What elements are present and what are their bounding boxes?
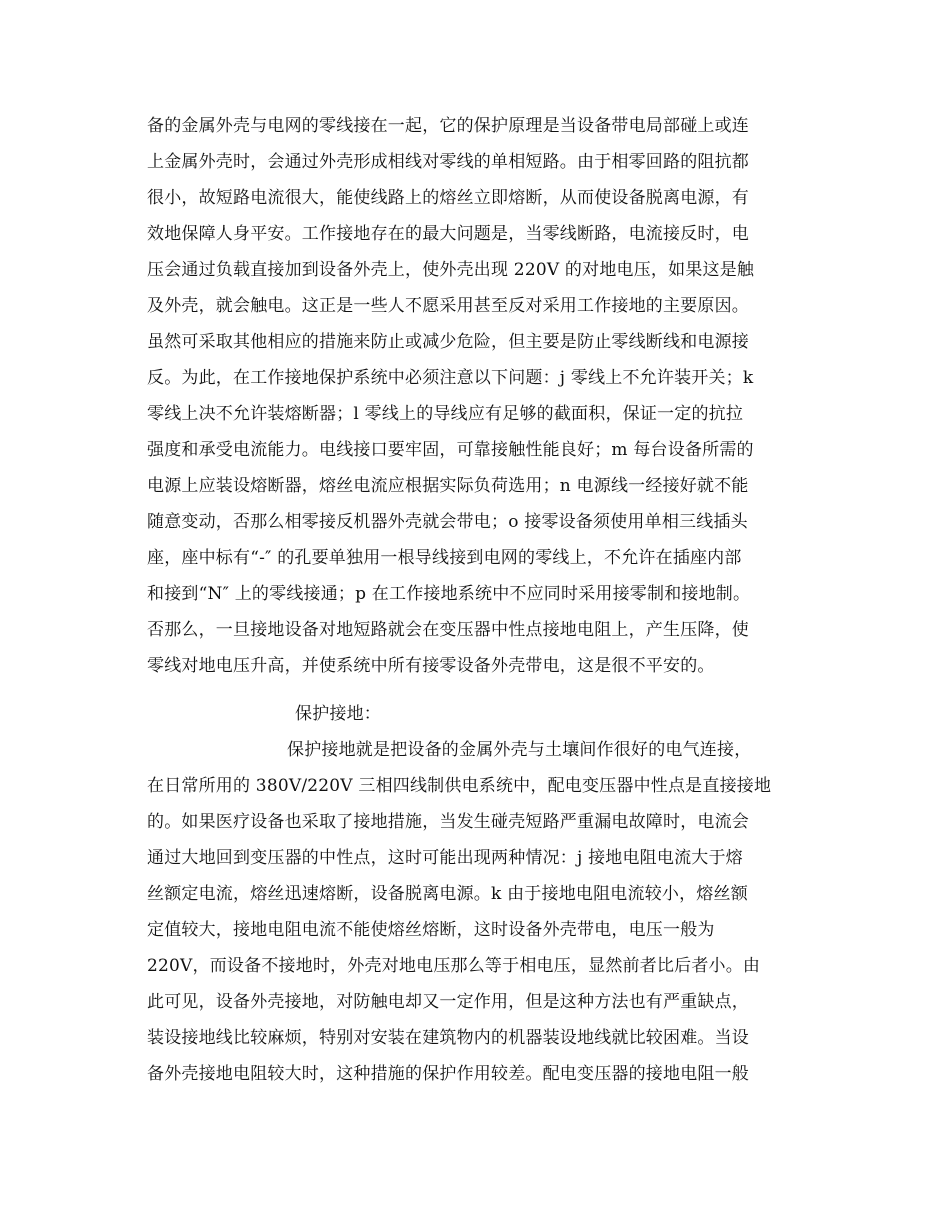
paragraph-1-line-13: 座，座中标有“-″ 的孔要单独用一根导线接到电网的零线上，不允许在插座内部 [147,548,742,568]
paragraph-2-line-8: 此可见，设备外壳接地，对防触电却又一定作用，但是这种方法也有严重缺点， [147,992,749,1012]
paragraph-1-line-5: 压会通过负载直接加到设备外壳上，使外壳出现 220V 的对地电压，如果这是触 [147,260,755,280]
paragraph-1-line-2: 上金属外壳时，会通过外壳形成相线对零线的单相短路。由于相零回路的阻抗都 [147,152,749,172]
paragraph-1-line-16: 零线对地电压升高，并使系统中所有接零设备外壳带电，这是很不平安的。 [147,656,715,676]
paragraph-2-line-2: 在日常所用的 380V/220V 三相四线制供电系统中，配电变压器中性点是直接接地 [147,776,772,796]
paragraph-2-line-7: 220V，而设备不接地时，外壳对地电压那么等于相电压，显然前者比后者小。由 [147,956,761,976]
paragraph-2-line-4: 通过大地回到变压器的中性点，这时可能出现两种情况：j 接地电阻电流大于熔 [147,848,743,868]
paragraph-1-line-8: 反。为此，在工作接地保护系统中必须注意以下问题：j 零线上不允许装开关；k [147,368,754,388]
paragraph-1-line-14: 和接到“N″ 上的零线接通；p 在工作接地系统中不应同时采用接零制和接地制。 [147,584,751,604]
paragraph-2-line-10: 备外壳接地电阻较大时，这种措施的保护作用较差。配电变压器的接地电阻一般 [147,1064,749,1084]
paragraph-1-line-12: 随意变动，否那么相零接反机器外壳就会带电；o 接零设备须使用单相三线插头 [147,512,748,532]
paragraph-1-line-4: 效地保障人身平安。工作接地存在的最大问题是，当零线断路，电流接反时，电 [147,224,749,244]
paragraph-1-line-11: 电源上应装设熔断器，熔丝电流应根据实际负荷选用；n 电源线一经接好就不能 [147,476,749,496]
paragraph-1-line-15: 否那么，一旦接地设备对地短路就会在变压器中性点接地电阻上，产生压降，使 [147,620,749,640]
paragraph-1-line-7: 虽然可采取其他相应的措施来防止或减少危险，但主要是防止零线断线和电源接 [147,332,749,352]
paragraph-2-line-3: 的。如果医疗设备也采取了接地措施，当发生碰壳短路严重漏电故障时，电流会 [147,812,749,832]
paragraph-1-line-9: 零线上决不允许装熔断器；l 零线上的导线应有足够的截面积，保证一定的抗拉 [147,404,744,424]
paragraph-1-line-1: 备的金属外壳与电网的零线接在一起，它的保护原理是当设备带电局部碰上或连 [147,116,749,136]
paragraph-2-line-6: 定值较大，接地电阻电流不能使熔丝熔断，这时设备外壳带电，电压一般为 [147,920,715,940]
paragraph-1-line-3: 很小，故短路电流很大，能使线路上的熔丝立即熔断，从而使设备脱离电源，有 [147,188,749,208]
paragraph-2-line-9: 装设接地线比较麻烦，特别对安装在建筑物内的机器装设地线就比较困难。当设 [147,1028,749,1048]
paragraph-2-line-1: 保护接地就是把设备的金属外壳与土壤间作很好的电气连接， [287,740,752,760]
section-heading: 保护接地： [295,704,381,724]
paragraph-2-line-5: 丝额定电流，熔丝迅速熔断，设备脱离电源。k 由于接地电阻电流较小，熔丝额 [147,884,748,904]
paragraph-1-line-6: 及外壳，就会触电。这正是一些人不愿采用甚至反对采用工作接地的主要原因。 [147,296,749,316]
paragraph-1-line-10: 强度和承受电流能力。电线接口要牢固，可靠接触性能良好；m 每台设备所需的 [147,440,754,460]
